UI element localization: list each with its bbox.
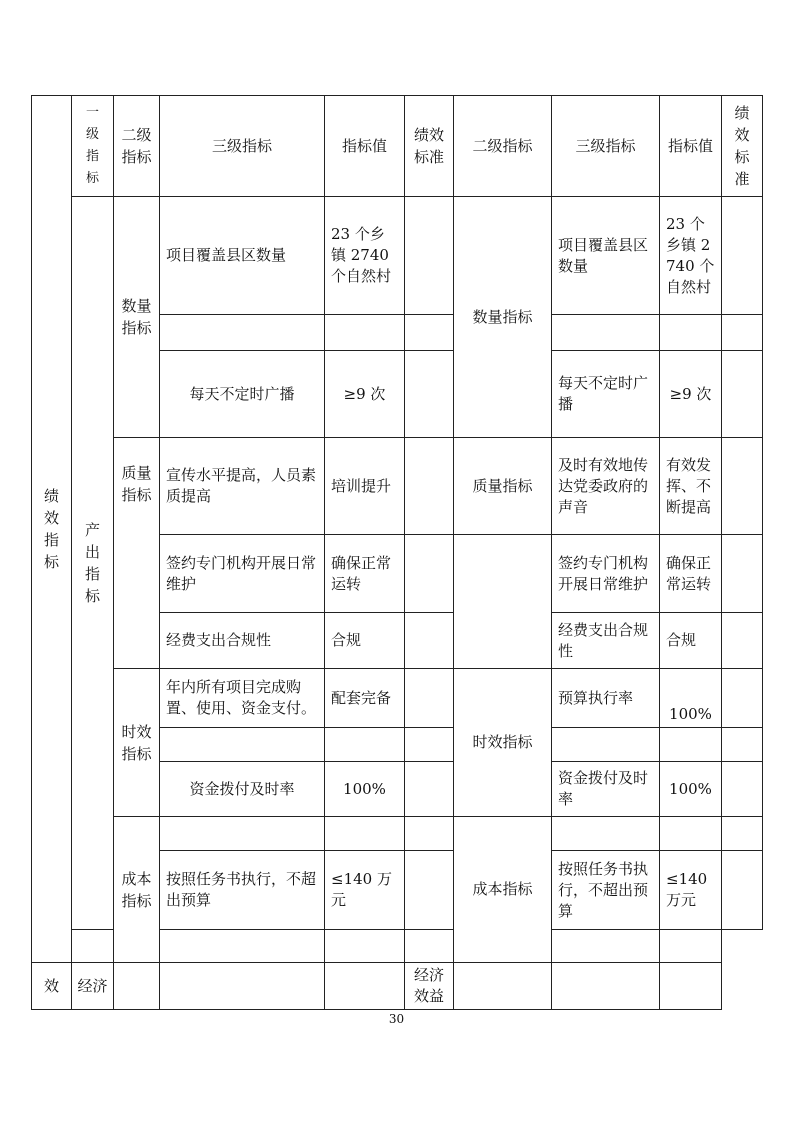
page-number: 30 [388,1012,405,1026]
right-c1-value [660,817,722,851]
t3-name: 资金拨付及时率 [160,762,325,817]
right-c3-value [552,930,660,963]
c2-value: ≤140 万元 [325,851,405,930]
table-header-row [32,96,763,197]
table-row [32,438,763,535]
ql3-name: 经费支出合规性 [160,613,325,669]
right-t3-name: 资金拨付及时率 [552,762,660,817]
c1-name [160,817,325,851]
right-q3-name: 每天不定时广播 [552,351,660,438]
c3-standard [325,930,405,963]
right-c1-standard [722,817,763,851]
q3-standard [405,351,454,438]
right-t1-name: 预算执行率 [552,669,660,728]
right-econ-label: 经济效益 [405,963,454,1010]
q1-standard [405,197,454,315]
econ-standard [325,963,405,1010]
right-ql2-name: 签约专门机构开展日常维护 [552,535,660,613]
t2-standard [405,728,454,762]
c3-name [72,930,114,963]
ql1-standard [405,438,454,535]
ql2-standard [405,535,454,613]
right-c2-value: ≤140 万元 [660,851,722,930]
right-t2-name [552,728,660,762]
right-c3-name [405,930,454,963]
t2-value [325,728,405,762]
c1-value [325,817,405,851]
right-ql2-standard [722,535,763,613]
q2-value [325,315,405,351]
yiji-output-label: 产出指标 [85,521,101,605]
right-c2-standard [722,851,763,930]
right-ql2-value: 确保正常运转 [660,535,722,613]
q1-value: 23 个乡镇 2740 个自然村 [325,197,405,315]
q3-value: ≥9 次 [325,351,405,438]
t3-standard [405,762,454,817]
right-q2-value [660,315,722,351]
t2-name [160,728,325,762]
ql3-standard [405,613,454,669]
right-q3-standard [722,351,763,438]
header-jixiao-right: 绩效标准 [722,96,763,197]
q1-name: 项目覆盖县区数量 [160,197,325,315]
right-cost-label: 成本指标 [454,817,552,963]
right-q1-value: 23 个乡镇 2740 个自然村 [660,197,722,315]
c2-name: 按照任务书执行，不超出预算 [160,851,325,930]
table-row [32,817,763,851]
t1-standard [405,669,454,728]
q2-standard [405,315,454,351]
right-ql1-name: 及时有效地传达党委政府的声音 [552,438,660,535]
table-row [32,197,763,315]
ql3-value: 合规 [325,613,405,669]
erji-time-cell: 时效指标 [114,669,160,817]
right-t1-value: 100% [660,669,722,728]
right-econ-name [454,963,552,1010]
ql1-value: 培训提升 [325,438,405,535]
right-t1-standard [722,669,763,728]
header-yiji: 一级指标 [72,96,114,197]
c1-standard [405,817,454,851]
right-quantity-label: 数量指标 [454,197,552,438]
header-zhibiaozhi-right: 指标值 [660,96,722,197]
right-quality-label: 质量指标 [454,438,552,535]
right-quality-blank [454,535,552,669]
right-c3-standard [660,930,722,963]
right-q2-standard [722,315,763,351]
right-t3-standard [722,762,763,817]
erji-quantity-cell: 数量指标 [114,197,160,438]
header-sanji: 三级指标 [160,96,325,197]
left-group-cell [32,96,72,963]
right-c1-name [552,817,660,851]
right-t3-value: 100% [660,762,722,817]
erji-cost-cell: 成本指标 [114,817,160,963]
header-zhibiaozhi: 指标值 [325,96,405,197]
header-jixiao: 绩效标准 [405,96,454,197]
right-t2-standard [722,728,763,762]
right-ql1-value: 有效发挥、不断提高 [660,438,722,535]
t1-name: 年内所有项目完成购置、使用、资金支付。 [160,669,325,728]
ql1-name: 宣传水平提高，人员素质提高 [160,438,325,535]
right-c2-name: 按照任务书执行，不超出预算 [552,851,660,930]
right-q2-name [552,315,660,351]
table-row [32,963,763,1010]
c2-standard [405,851,454,930]
yiji-output-cell [72,197,114,930]
table-row [32,669,763,728]
right-time-label: 时效指标 [454,669,552,817]
performance-indicator-table [31,95,763,1010]
left-group-label: 绩效指标 [44,487,60,571]
q2-name [160,315,325,351]
erji-quality-cell: 质量指标 [114,438,160,669]
ql2-name: 签约专门机构开展日常维护 [160,535,325,613]
econ-name [114,963,160,1010]
t1-value: 配套完备 [325,669,405,728]
header-sanji-right: 三级指标 [552,96,660,197]
right-ql3-value: 合规 [660,613,722,669]
c3-value [160,930,325,963]
right-econ-standard [660,963,722,1010]
erji-econ-cell: 经济 [72,963,114,1010]
right-ql3-name: 经费支出合规性 [552,613,660,669]
right-econ-value [552,963,660,1010]
right-ql1-standard [722,438,763,535]
t3-value: 100% [325,762,405,817]
q3-name: 每天不定时广播 [160,351,325,438]
ql2-value: 确保正常运转 [325,535,405,613]
right-ql3-standard [722,613,763,669]
right-q1-standard [722,197,763,315]
header-erji: 二级指标 [114,96,160,197]
right-q1-name: 项目覆盖县区数量 [552,197,660,315]
right-q3-value: ≥9 次 [660,351,722,438]
econ-value [160,963,325,1010]
yiji-benefit-cell: 效 [32,963,72,1010]
right-t2-value [660,728,722,762]
header-erji-right: 二级指标 [454,96,552,197]
